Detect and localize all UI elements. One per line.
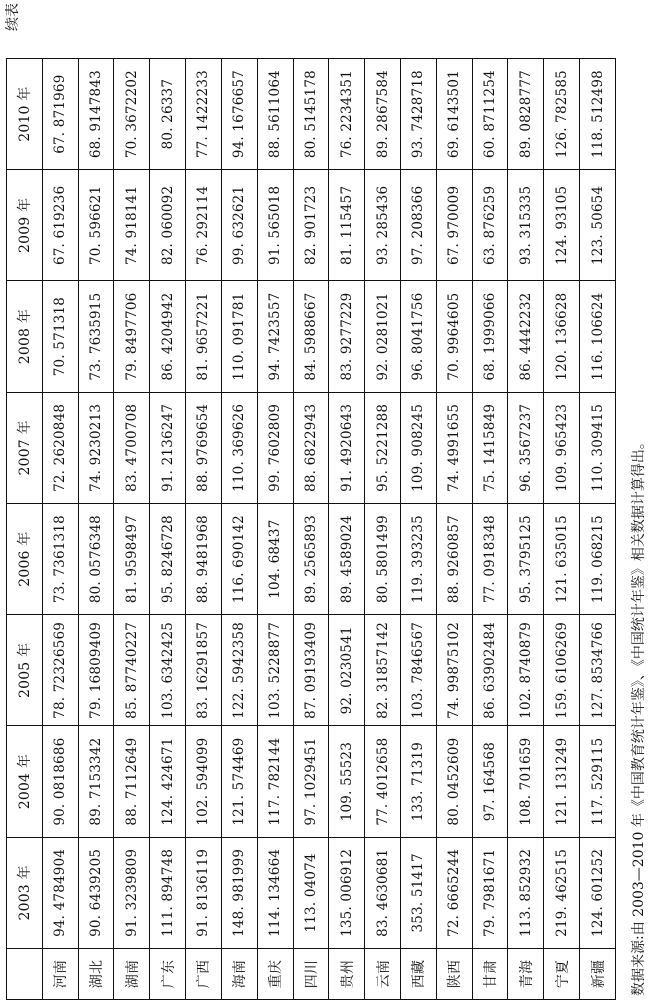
value-cell: 91. 2136247 [150,392,186,503]
value-cell: 89. 0828777 [508,59,544,170]
value-cell: 97. 208366 [400,170,436,281]
value-cell: 117. 782144 [257,726,293,837]
value-cell: 94. 7423557 [257,281,293,392]
province-cell: 四川 [293,949,329,1000]
value-cell: 92. 0230541 [329,615,365,726]
value-cell: 124. 424671 [150,726,186,837]
year-header: 2006 年 [7,504,43,615]
value-cell: 148. 981999 [221,837,257,948]
table-body [7,59,616,1000]
value-cell: 74. 99875102 [436,615,472,726]
value-cell: 83. 4700708 [114,392,150,503]
value-cell: 103. 7846567 [400,615,436,726]
value-cell: 96. 3567237 [508,392,544,503]
table-row [365,59,401,1000]
value-cell: 94. 4784904 [42,837,78,948]
value-cell: 60. 8711254 [472,59,508,170]
value-cell: 68. 1999066 [472,281,508,392]
value-cell: 135. 006912 [329,837,365,948]
value-cell: 126. 782585 [544,59,580,170]
value-cell: 68. 9147843 [78,59,114,170]
value-cell: 67. 619236 [42,170,78,281]
table-row [114,59,150,1000]
value-cell: 93. 315335 [508,170,544,281]
value-cell: 113. 04074 [293,837,329,948]
table-row [544,59,580,1000]
value-cell: 70. 3672202 [114,59,150,170]
value-cell: 97. 1029451 [293,726,329,837]
table-row [400,59,436,1000]
value-cell: 95. 8246728 [150,504,186,615]
value-cell: 77. 0918348 [472,504,508,615]
table-row [329,59,365,1000]
value-cell: 353. 51417 [400,837,436,948]
value-cell: 88. 9481968 [186,504,222,615]
value-cell: 76. 2234351 [329,59,365,170]
value-cell: 70. 571318 [42,281,78,392]
value-cell: 89. 4589024 [329,504,365,615]
value-cell: 104. 68437 [257,504,293,615]
value-cell: 109. 965423 [544,392,580,503]
value-cell: 72. 6665244 [436,837,472,948]
table-row [580,59,616,1000]
value-cell: 77. 4012658 [365,726,401,837]
province-cell: 甘肃 [472,949,508,1000]
table-row [257,59,293,1000]
value-cell: 88. 7112649 [114,726,150,837]
value-cell: 89. 2867584 [365,59,401,170]
value-cell: 81. 115457 [329,170,365,281]
value-cell: 67. 871969 [42,59,78,170]
table-row [42,59,78,1000]
province-cell: 陕西 [436,949,472,1000]
value-cell: 80. 5801499 [365,504,401,615]
value-cell: 79. 8497706 [114,281,150,392]
year-header: 2008 年 [7,281,43,392]
value-cell: 86. 4442232 [508,281,544,392]
value-cell: 113. 852932 [508,837,544,948]
province-cell: 广东 [150,949,186,1000]
value-cell: 92. 0281021 [365,281,401,392]
value-cell: 82. 060092 [150,170,186,281]
value-cell: 116. 690142 [221,504,257,615]
value-cell: 78. 72326569 [42,615,78,726]
value-cell: 74. 918141 [114,170,150,281]
province-cell: 海南 [221,949,257,1000]
province-cell: 青海 [508,949,544,1000]
value-cell: 86. 4204942 [150,281,186,392]
value-cell: 93. 7428718 [400,59,436,170]
data-table [6,58,616,1000]
value-cell: 85. 87740227 [114,615,150,726]
value-cell: 94. 1676657 [221,59,257,170]
value-cell: 219. 462515 [544,837,580,948]
province-cell: 湖北 [78,949,114,1000]
value-cell: 109. 908245 [400,392,436,503]
year-header: 2009 年 [7,170,43,281]
value-cell: 117. 529115 [580,726,616,837]
province-cell: 新疆 [580,949,616,1000]
value-cell: 119. 393235 [400,504,436,615]
value-cell: 67. 970009 [436,170,472,281]
value-cell: 103. 5228877 [257,615,293,726]
value-cell: 89. 2565893 [293,504,329,615]
province-cell: 宁夏 [544,949,580,1000]
value-cell: 81. 9657221 [186,281,222,392]
value-cell: 74. 4991655 [436,392,472,503]
value-cell: 69. 6143501 [436,59,472,170]
value-cell: 120. 136628 [544,281,580,392]
value-cell: 83. 16291857 [186,615,222,726]
value-cell: 95. 3795125 [508,504,544,615]
table-row [436,59,472,1000]
value-cell: 86. 63902484 [472,615,508,726]
value-cell: 87. 09193409 [293,615,329,726]
value-cell: 110. 091781 [221,281,257,392]
province-cell: 广西 [186,949,222,1000]
value-cell: 102. 594099 [186,726,222,837]
value-cell: 110. 369626 [221,392,257,503]
value-cell: 88. 5611064 [257,59,293,170]
year-header: 2010 年 [7,59,43,170]
value-cell: 77. 1422233 [186,59,222,170]
value-cell: 114. 134664 [257,837,293,948]
value-cell: 121. 635015 [544,504,580,615]
value-cell: 70. 9964605 [436,281,472,392]
table-row [221,59,257,1000]
value-cell: 74. 9230213 [78,392,114,503]
table-row [186,59,222,1000]
year-header: 2004 年 [7,726,43,837]
value-cell: 83. 9277229 [329,281,365,392]
value-cell: 88. 9260857 [436,504,472,615]
value-cell: 88. 6822943 [293,392,329,503]
table-row [78,59,114,1000]
value-cell: 103. 6342425 [150,615,186,726]
value-cell: 82. 31857142 [365,615,401,726]
value-cell: 83. 4630681 [365,837,401,948]
value-cell: 63. 876259 [472,170,508,281]
value-cell: 124. 93105 [544,170,580,281]
value-cell: 82. 901723 [293,170,329,281]
province-cell: 云南 [365,949,401,1000]
value-cell: 80. 5145178 [293,59,329,170]
value-cell: 122. 5942358 [221,615,257,726]
value-cell: 79. 7981671 [472,837,508,948]
year-header: 2007 年 [7,392,43,503]
value-cell: 88. 9769654 [186,392,222,503]
table-row [472,59,508,1000]
value-cell: 90. 6439205 [78,837,114,948]
value-cell: 91. 565018 [257,170,293,281]
value-cell: 108. 701659 [508,726,544,837]
value-cell: 159. 6106269 [544,615,580,726]
value-cell: 99. 7602809 [257,392,293,503]
value-cell: 116. 106624 [580,281,616,392]
value-cell: 99. 632621 [221,170,257,281]
value-cell: 111. 894748 [150,837,186,948]
value-cell: 109. 55523 [329,726,365,837]
value-cell: 121. 574469 [221,726,257,837]
value-cell: 119. 068215 [580,504,616,615]
province-cell: 湖南 [114,949,150,1000]
value-cell: 81. 9598497 [114,504,150,615]
value-cell: 84. 5988667 [293,281,329,392]
table-row [293,59,329,1000]
province-cell: 西藏 [400,949,436,1000]
value-cell: 91. 8136119 [186,837,222,948]
province-cell: 贵州 [329,949,365,1000]
value-cell: 97. 164568 [472,726,508,837]
source-note: 数据来源:由 2003—2010 年《中国教育统计年鉴》、《中国统计年鉴》相关数据计算得出。 [631,435,647,996]
corner-cell [7,949,43,1000]
data-table-wrap [6,58,616,1000]
value-cell: 90. 0818686 [42,726,78,837]
value-cell: 95. 5221288 [365,392,401,503]
value-cell: 102. 8740879 [508,615,544,726]
province-cell: 重庆 [257,949,293,1000]
value-cell: 80. 26337 [150,59,186,170]
value-cell: 80. 0452609 [436,726,472,837]
table-row [508,59,544,1000]
province-cell: 河南 [42,949,78,1000]
continued-label: 续表 [5,3,21,31]
value-cell: 121. 131249 [544,726,580,837]
value-cell: 123. 50654 [580,170,616,281]
value-cell: 70. 596621 [78,170,114,281]
value-cell: 73. 7635915 [78,281,114,392]
value-cell: 93. 285436 [365,170,401,281]
value-cell: 133. 71319 [400,726,436,837]
value-cell: 118. 512498 [580,59,616,170]
value-cell: 72. 2620848 [42,392,78,503]
value-cell: 73. 7361318 [42,504,78,615]
year-header: 2003 年 [7,837,43,948]
value-cell: 127. 8534766 [580,615,616,726]
value-cell: 124. 601252 [580,837,616,948]
value-cell: 79. 16809409 [78,615,114,726]
value-cell: 110. 309415 [580,392,616,503]
table-row [150,59,186,1000]
value-cell: 80. 0576348 [78,504,114,615]
value-cell: 89. 7153342 [78,726,114,837]
value-cell: 96. 8041756 [400,281,436,392]
value-cell: 91. 4920643 [329,392,365,503]
value-cell: 76. 292114 [186,170,222,281]
value-cell: 75. 1415849 [472,392,508,503]
value-cell: 91. 3239809 [114,837,150,948]
year-header: 2005 年 [7,615,43,726]
header-row [7,59,43,1000]
